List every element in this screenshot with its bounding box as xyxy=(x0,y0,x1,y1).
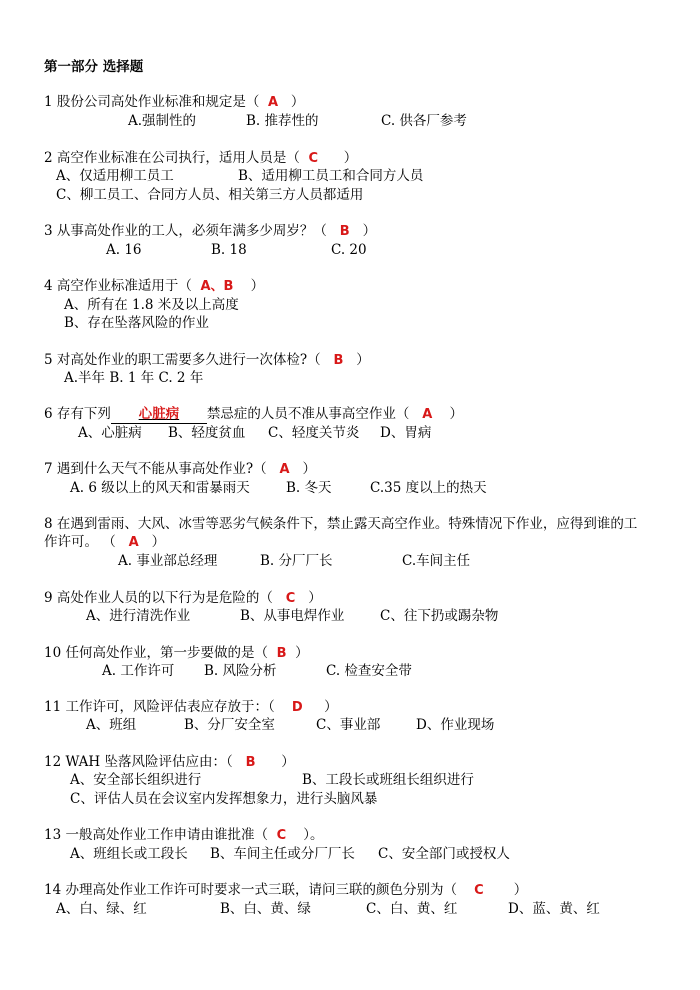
question-9-close: ） xyxy=(308,590,322,606)
question-7-answer: A xyxy=(279,462,290,477)
question-2-option-c: C、柳工员工、合同方人员、相关第三方人员都适用 xyxy=(56,187,364,203)
question-4-close: ） xyxy=(250,278,265,294)
question-14-option-b: B、白、黄、绿 xyxy=(220,901,311,917)
question-2-close: ） xyxy=(343,150,358,166)
question-6-option-c: C、轻度关节炎 xyxy=(268,425,360,441)
question-9-stem xyxy=(44,589,322,608)
question-9-option-b: B、从事电焊作业 xyxy=(240,608,345,624)
question-4-text: 4 高空作业标准适用于（ xyxy=(44,278,192,294)
question-12-stem xyxy=(44,753,295,772)
question-13-close: ）。 xyxy=(303,827,324,843)
question-10-close: ） xyxy=(295,645,309,661)
question-4-answer: A、B xyxy=(200,279,234,294)
question-2-stem xyxy=(44,149,357,168)
question-7-close: ） xyxy=(302,461,316,477)
question-13-text: 13 一般高处作业工作申请由谁批准（ xyxy=(44,827,268,843)
question-1-option-c: C. 供各厂参考 xyxy=(381,113,467,129)
question-1-text: 1 股份公司高处作业标准和规定是（ xyxy=(44,94,260,110)
question-12-option-a: A、安全部长组织进行 xyxy=(70,772,202,788)
question-9-option-a: A、进行清洗作业 xyxy=(86,608,191,624)
question-11-text: 11 工作许可，风险评估表应存放于：（ xyxy=(44,699,275,715)
question-8-answer: A xyxy=(128,535,139,550)
question-10-option-c: C. 检查安全带 xyxy=(326,663,412,679)
question-6-blank xyxy=(111,405,207,424)
question-10-stem xyxy=(44,644,309,663)
question-12-text: 12 WAH 坠落风险评估应由：（ xyxy=(44,754,233,770)
question-3-close: ） xyxy=(362,223,377,239)
question-13-answer: C xyxy=(276,828,287,843)
question-10-option-a: A. 工作许可 xyxy=(102,663,175,679)
question-7-stem xyxy=(44,460,316,479)
question-11-option-b: B、分厂安全室 xyxy=(184,717,275,733)
question-4-option-b: B、存在坠落风险的作业 xyxy=(64,315,209,331)
question-2-option-a: A、仅适用柳工员工 xyxy=(56,168,174,184)
question-2-text: 2 高空作业标准在公司执行，适用人员是（ xyxy=(44,150,300,166)
question-11-close: ） xyxy=(324,699,338,715)
question-6-close: ） xyxy=(449,406,463,422)
question-13-option-a: A、班组长或工段长 xyxy=(70,846,188,862)
question-6-option-a: A、心脏病 xyxy=(78,425,142,441)
question-3-option-a: A. 16 xyxy=(106,242,142,258)
question-8-stem-line-2 xyxy=(44,533,165,552)
question-7-text: 7 遇到什么天气不能从事高处作业?（ xyxy=(44,461,267,477)
question-4-stem xyxy=(44,277,264,296)
question-14-answer: C xyxy=(474,883,484,898)
question-6-text-mid: 禁忌症的人员不准从事高空作业（ xyxy=(206,406,410,422)
question-6-fill: 心脏病 xyxy=(138,406,180,422)
question-10-text: 10 任何高处作业，第一步要做的是（ xyxy=(44,645,268,661)
question-8-stem-line-1: 8 在遇到雷雨、大风、冰雪等恶劣气候条件下，禁止露天高空作业。特殊情况下作业，应得到谁的工 xyxy=(44,516,638,532)
question-8-text: 作许可。 （ xyxy=(44,534,116,550)
question-11-stem xyxy=(44,698,338,717)
question-12-answer: B xyxy=(245,755,256,770)
section-title: 第一部分 选择题 xyxy=(44,59,144,75)
question-1-stem xyxy=(44,93,304,112)
question-6-text: 6 存有下列 xyxy=(44,406,111,422)
question-13-option-c: C、安全部门或授权人 xyxy=(378,846,510,862)
question-3-text: 3 从事高处作业的工人，必须年满多少周岁？（ xyxy=(44,223,327,239)
question-14-text: 14 办理高处作业工作许可时要求一式三联，请问三联的颜色分别为（ xyxy=(44,882,457,898)
question-5-stem xyxy=(44,351,370,370)
question-3-stem xyxy=(44,222,376,241)
question-6-option-d: D、胃病 xyxy=(380,425,432,441)
question-5-close: ） xyxy=(356,352,370,368)
question-12-option-c: C、评估人员在会议室内发挥想象力，进行头脑风暴 xyxy=(70,791,378,807)
question-12-option-b: B、工段长或班组长组织进行 xyxy=(302,772,474,788)
question-2-option-b: B、适用柳工员工和合同方人员 xyxy=(238,168,424,184)
question-9-text: 9 高处作业人员的以下行为是危险的（ xyxy=(44,590,273,606)
question-11-option-d: D、作业现场 xyxy=(416,717,495,733)
question-11-answer: D xyxy=(291,700,303,715)
question-3-option-b: B. 18 xyxy=(211,242,247,258)
question-11-option-a: A、班组 xyxy=(86,717,137,733)
question-14-option-a: A、白、绿、红 xyxy=(56,901,147,917)
question-7-option-b: B. 冬天 xyxy=(286,480,332,496)
question-6-stem xyxy=(44,405,463,424)
question-8-close: ） xyxy=(151,534,166,550)
question-3-answer: B xyxy=(339,224,350,239)
question-14-option-d: D、蓝、黄、红 xyxy=(508,901,600,917)
question-6-option-b: B、轻度贫血 xyxy=(168,425,246,441)
question-1-option-b: B. 推荐性的 xyxy=(246,113,319,129)
question-14-option-c: C、白、黄、红 xyxy=(366,901,458,917)
question-8-option-b: B. 分厂厂长 xyxy=(260,553,333,569)
question-1-option-a: A.强制性的 xyxy=(128,113,197,129)
question-1-close: ） xyxy=(290,94,305,110)
question-5-text: 5 对高处作业的职工需要多久进行一次体检?（ xyxy=(44,352,321,368)
question-7-option-a: A. 6 级以上的风天和雷暴雨天 xyxy=(70,480,250,496)
question-14-stem xyxy=(44,881,527,900)
question-8-option-c: C.车间主任 xyxy=(402,553,471,569)
question-3-option-c: C. 20 xyxy=(331,242,367,258)
question-9-option-c: C、往下扔或踢杂物 xyxy=(380,608,499,624)
question-6-answer: A xyxy=(422,407,433,422)
question-7-option-c: C.35 度以上的热天 xyxy=(370,480,487,496)
question-5-answer: B xyxy=(333,353,344,368)
question-8-option-a: A. 事业部总经理 xyxy=(118,553,218,569)
question-13-option-b: B、车间主任或分厂厂长 xyxy=(210,846,355,862)
question-10-answer: B xyxy=(276,646,287,661)
question-10-option-b: B. 风险分析 xyxy=(204,663,277,679)
question-2-answer: C xyxy=(308,151,319,166)
question-9-answer: C xyxy=(285,591,296,606)
question-11-option-c: C、事业部 xyxy=(316,717,381,733)
question-1-answer: A xyxy=(267,95,279,110)
question-5-options: A.半年 B. 1 年 C. 2 年 xyxy=(64,370,204,386)
question-12-close: ） xyxy=(281,754,295,770)
question-13-stem xyxy=(44,826,324,845)
question-14-close: ） xyxy=(513,882,528,898)
question-4-option-a: A、所有在 1.8 米及以上高度 xyxy=(64,297,239,313)
